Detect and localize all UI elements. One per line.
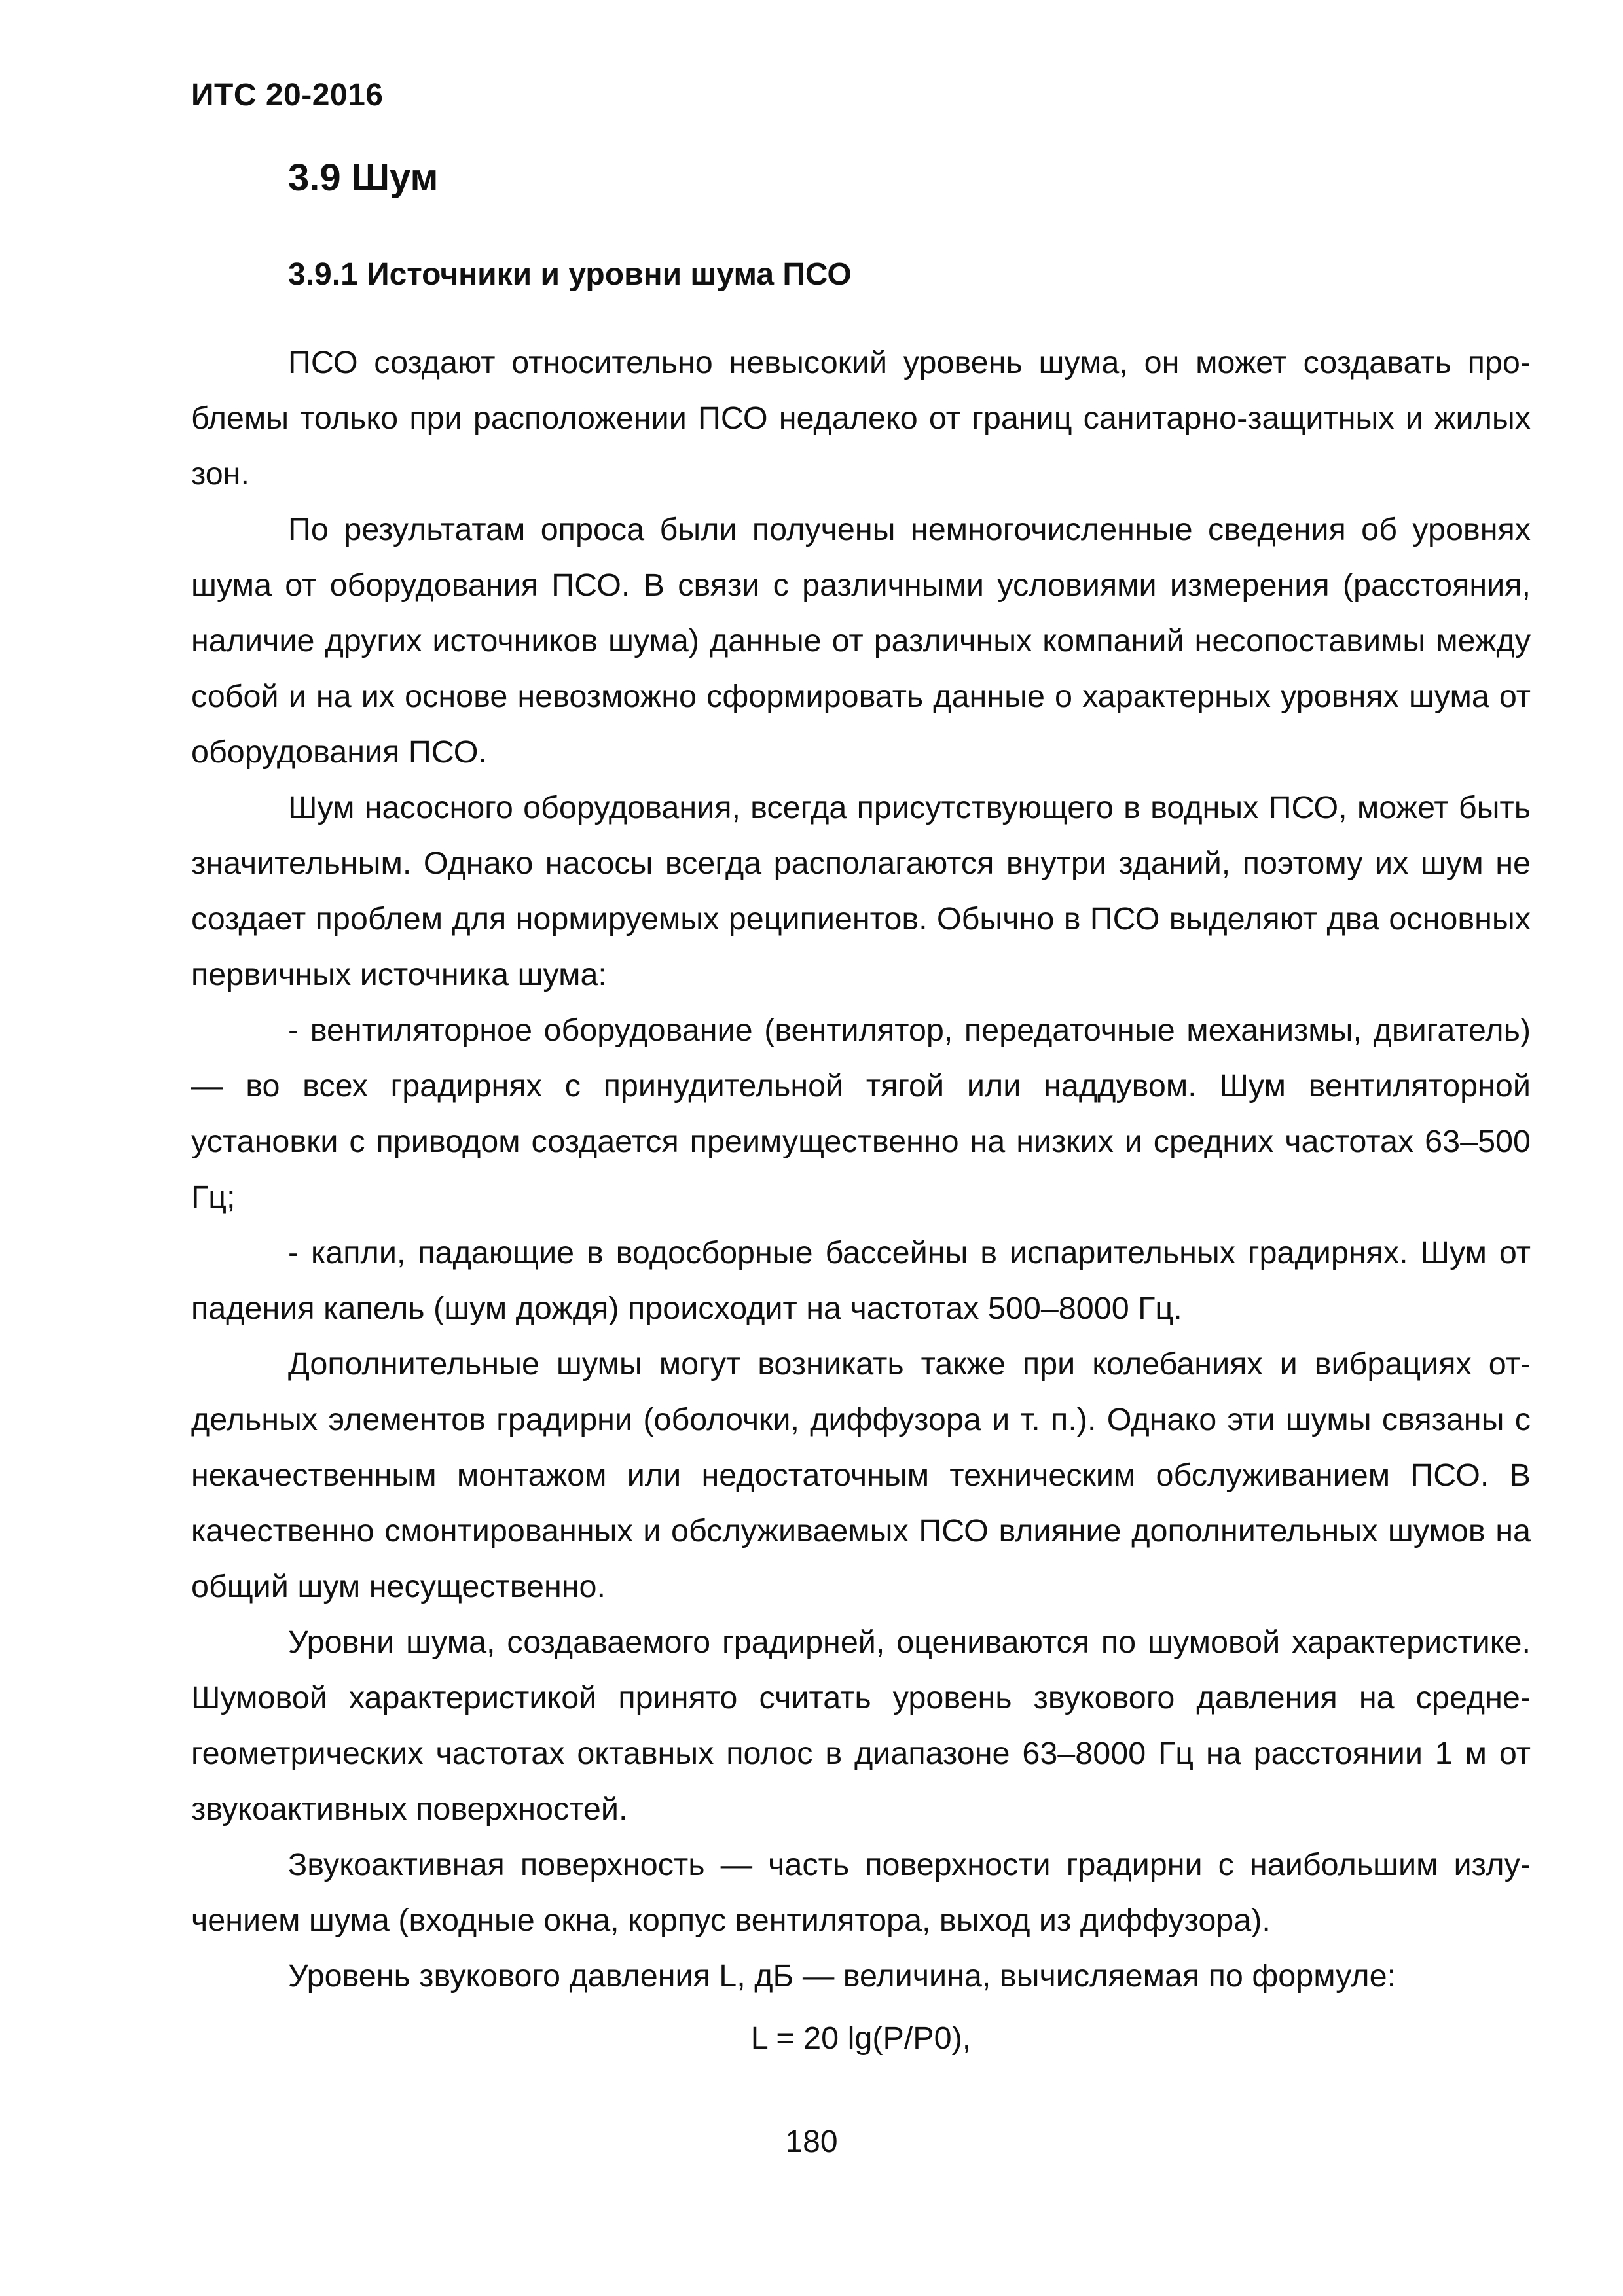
subsection-title: 3.9.1 Источники и уровни шума ПСО <box>288 257 852 292</box>
paragraph: Уровень звукового давления L, дБ — величина, вычисляемая по формуле: <box>288 1958 1396 1994</box>
paragraph: По результатам опроса были получены немногочисленные сведения об уровнях шума от оборудования ПСО. В связи с различными условиями измерения (расстояния, наличие других источников шума) данные от различных компаний несопоставимы между собой и на их основе невозможно сформировать данные о характерных уровнях шума от оборудования ПСО. <box>191 512 1531 770</box>
body-text <box>191 335 1531 2066</box>
formula: L = 20 lg(P/P0), <box>750 2020 972 2056</box>
paragraph: Шум насосного оборудования, всегда присутствующего в водных ПСО, может быть значительным. Однако насосы всегда располагаются внутри зданий, поэтому их шум не создает проблем для нормируемых реципиентов. Обычно в ПСО выделяют два основных первичных источника шума: <box>191 790 1531 992</box>
section-title: 3.9 Шум <box>288 156 439 199</box>
paragraph: Уровни шума, создаваемого градирней, оцениваются по шумовой характеристике. Шумовой характеристикой принято считать уровень звукового давления на среднегеометрических частотах октавных полос в диапазоне 63–8000 Гц на расстоянии 1 м от звукоактивных поверхностей. <box>191 1624 1531 1827</box>
list-item-paragraph: - капли, падающие в водосборные бассейны в испарительных градирнях. Шум от падения капель (шум дождя) происходит на частотах 500–8000 Гц. <box>191 1235 1531 1326</box>
paragraph: Звукоактивная поверхность — часть поверхности градирни с наибольшим излучением шума (входные окна, корпус вентилятора, выход из диффузора). <box>191 1847 1531 1938</box>
page-number: 180 <box>785 2125 838 2159</box>
paragraph: ПСО создают относительно невысокий уровень шума, он может создавать проблемы только при расположении ПСО недалеко от границ санитарно-защитных и жилых зон. <box>191 345 1531 492</box>
list-item-paragraph: - вентиляторное оборудование (вентилятор, передаточные механизмы, двигатель) — во всех градирнях с принудительной тягой или наддувом. Шум вентиляторной установки с приводом создается преимущественно на низких и средних частотах 63–500 Гц; <box>191 1013 1531 1215</box>
paragraph: Дополнительные шумы могут возникать также при колебаниях и вибрациях отдельных элементов градирни (оболочки, диффузора и т. п.). Однако эти шумы связаны с некачественным монтажом или недостаточным техническим обслуживанием ПСО. В качественно смонтированных и обслуживаемых ПСО влияние дополнительных шумов на общий шум несущественно. <box>191 1346 1531 1604</box>
document-code: ИТС 20-2016 <box>191 78 384 113</box>
